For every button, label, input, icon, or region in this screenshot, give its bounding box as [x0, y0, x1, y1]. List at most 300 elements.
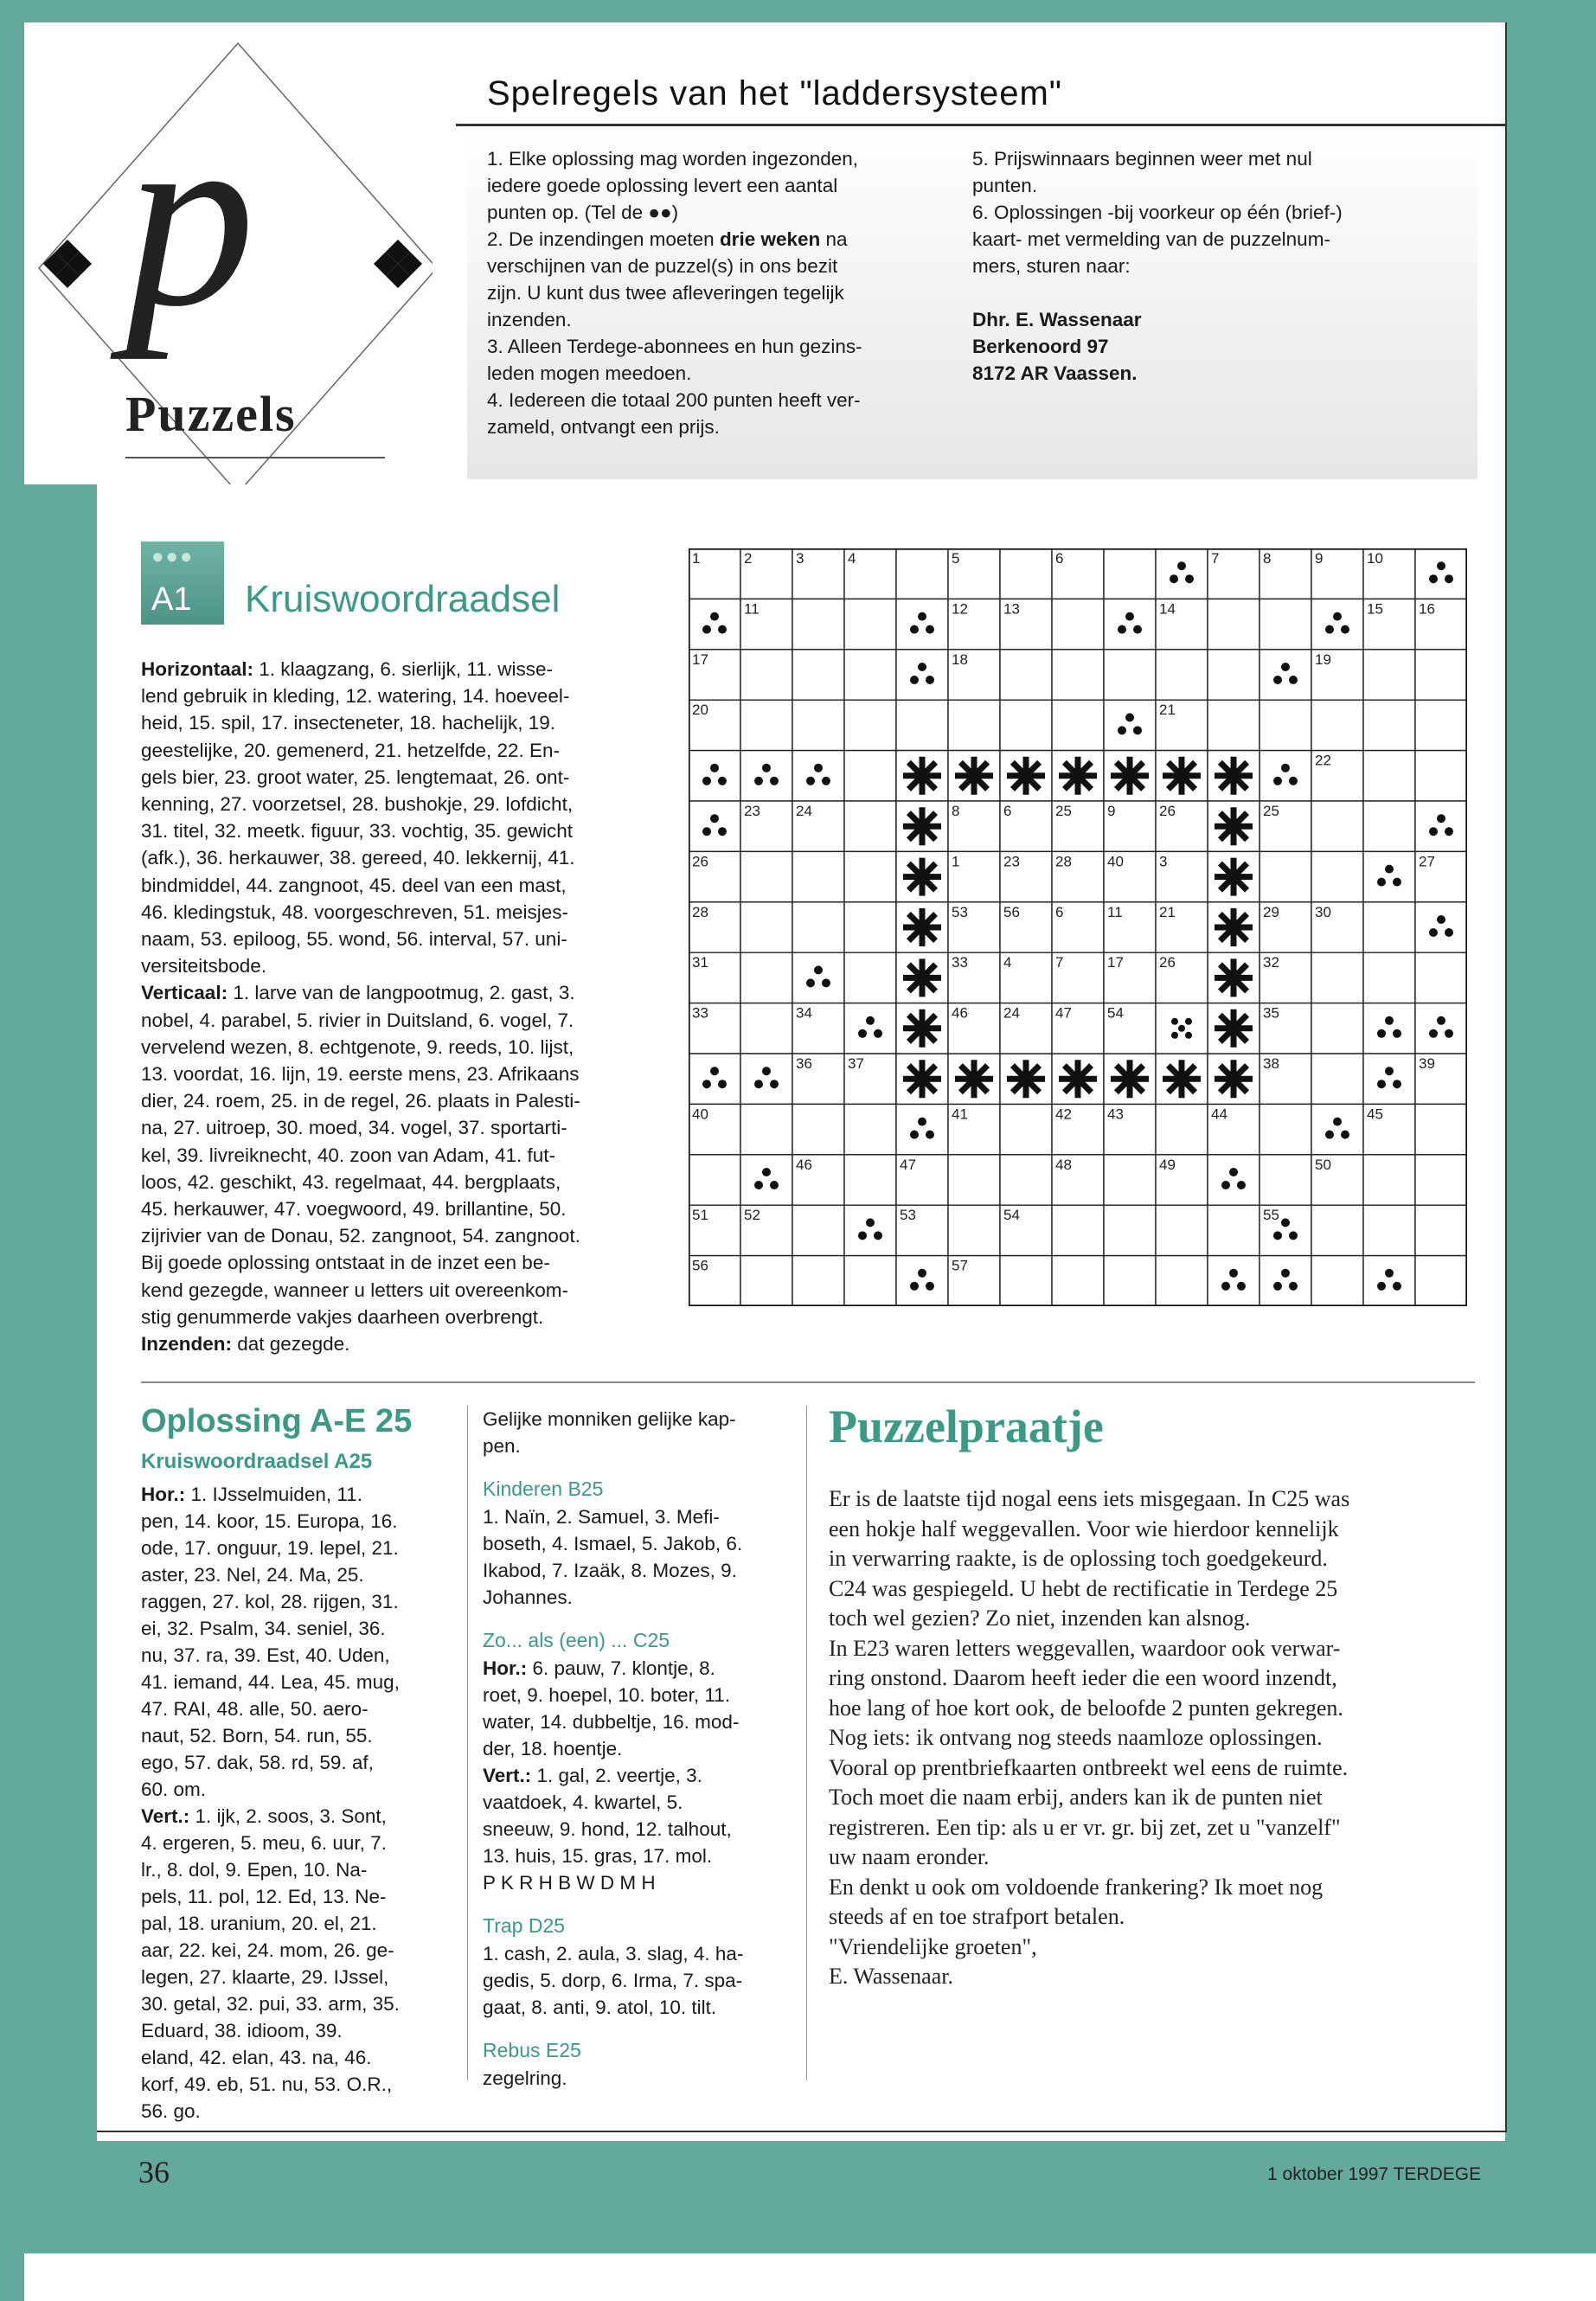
cell-number: 42	[1055, 1106, 1072, 1123]
solution-line: ode, 17. onguur, 19. lepel, 21.	[141, 1537, 399, 1559]
cell-number: 28	[692, 903, 708, 920]
dots-icon	[1273, 1231, 1282, 1240]
clue-line: heid, 15. spil, 17. insecteneter, 18. hachelijk, 19.	[141, 712, 556, 734]
solution-line: roet, 9. hoepel, 10. boter, 11.	[483, 1684, 731, 1706]
dots-icon	[1229, 1168, 1238, 1176]
dots-icon	[702, 777, 711, 785]
cell-number: 29	[1263, 903, 1279, 920]
solution-line: der, 18. hoentje.	[483, 1738, 623, 1759]
grid-cell	[844, 1003, 896, 1054]
dots-icon	[1385, 1016, 1394, 1025]
cell-number: 13	[1003, 600, 1020, 618]
cell-number: 21	[1159, 702, 1176, 719]
cell-number: 10	[1367, 550, 1383, 567]
praatje-line: "Vriendelijke groeten",	[829, 1933, 1037, 1959]
dots-icon	[1445, 1029, 1453, 1038]
cell-number: 22	[1315, 752, 1331, 769]
grid-cell	[1052, 1205, 1104, 1255]
praatje-line: uw naam eronder.	[829, 1844, 990, 1869]
dots-icon	[1325, 625, 1334, 634]
cell-number: 32	[1263, 954, 1279, 971]
dots-icon	[1445, 827, 1453, 836]
dots-icon	[754, 1181, 763, 1189]
cell-number: 16	[1419, 600, 1435, 618]
dots-icon	[1221, 1282, 1230, 1291]
dots-icon	[926, 1131, 934, 1139]
rules-line: leden mogen meedoen.	[487, 362, 692, 384]
praatje-line: toch wel gezien? Zo niet, inzenden kan alsnog.	[829, 1606, 1251, 1631]
solution-text-2	[483, 1406, 794, 2092]
rules-line: zijn. U kunt dus twee afleveringen tegelijk	[487, 282, 844, 304]
clue-line: Horizontaal: 1. klaagzang, 6. sierlijk, 11. wisse-	[141, 658, 553, 680]
rules-line: kaart- met vermelding van de puzzelnum-	[972, 228, 1330, 250]
grid-cell	[792, 851, 844, 901]
cell-number: 43	[1107, 1106, 1124, 1123]
cell-number: 36	[796, 1055, 812, 1072]
solution-line: korf, 49. eb, 51. nu, 53. O.R.,	[141, 2073, 393, 2095]
solution-section-title: Kinderen B25	[483, 1477, 604, 1500]
inset-cell-number: 7	[1055, 954, 1064, 971]
cell-number: 23	[744, 803, 760, 819]
solution-text	[141, 1481, 452, 2125]
cell-number: 49	[1159, 1156, 1176, 1173]
inset-cell-number: 4	[1003, 954, 1012, 971]
solution-line: zegelring.	[483, 2067, 567, 2089]
dots-icon	[1221, 1181, 1230, 1189]
grid-cell	[740, 650, 792, 700]
clue-line: Inzenden: dat gezegde.	[141, 1333, 350, 1356]
grid-cell	[740, 700, 792, 750]
column-divider-2	[806, 1406, 807, 2080]
grid-cell	[792, 700, 844, 750]
solution-line: pen, 14. koor, 15. Europa, 16.	[141, 1510, 398, 1532]
praatje-line: In E23 waren letters weggevallen, waardoor ook verwar-	[829, 1635, 1341, 1661]
dots-icon	[1385, 865, 1394, 874]
grid-cell	[1104, 1256, 1156, 1306]
rules-line: punten.	[972, 175, 1038, 196]
dots-icon	[1289, 1282, 1298, 1291]
dots-icon	[754, 777, 763, 785]
section-divider	[141, 1381, 1475, 1383]
cell-number: 7	[1211, 550, 1220, 567]
grid-cell	[740, 1003, 792, 1054]
rules-line: verschijnen van de puzzel(s) in ons bezit	[487, 255, 838, 277]
rules-line: 1. Elke oplossing mag worden ingezonden,	[487, 148, 859, 170]
cell-number: 45	[1367, 1106, 1383, 1123]
praatje-line: En denkt u ook om voldoende frankering? Ik moet nog	[829, 1874, 1324, 1900]
dots-icon	[866, 1016, 875, 1025]
solution-line: gedis, 5. dorp, 6. Irma, 7. spa-	[483, 1970, 743, 1991]
cell-number: 31	[692, 954, 708, 971]
dots-icon	[910, 625, 919, 634]
dots-icon	[1385, 1269, 1394, 1278]
praatje-line: een hokje half weggevallen. Voor wie hierdoor kennelijk	[829, 1516, 1339, 1541]
page-number: 36	[138, 2155, 170, 2189]
praatje-line: steeds af en toe strafport betalen.	[829, 1904, 1125, 1929]
cell-number: 41	[952, 1106, 968, 1123]
dots-icon	[1429, 827, 1438, 836]
grid-cell	[1311, 851, 1363, 901]
cell-number: 11	[744, 600, 760, 618]
solution-line: Johannes.	[483, 1586, 573, 1608]
grid-cell	[1000, 700, 1052, 750]
grid-cell	[1415, 1256, 1467, 1306]
grid-cell	[1259, 700, 1311, 750]
logo-letter: p	[125, 73, 255, 360]
dots-icon	[1393, 1029, 1401, 1038]
dots-icon	[1377, 878, 1386, 887]
dots-icon	[1281, 663, 1290, 671]
badge-dots-icon: ●●●	[151, 545, 195, 568]
grid-cell	[1311, 1205, 1363, 1255]
clue-line: na, 27. uitroep, 30. moed, 34. vogel, 37. sportarti-	[141, 1117, 567, 1139]
dots-icon	[710, 612, 719, 621]
inset-cell-number: 46	[952, 1004, 968, 1022]
grid-cell	[1052, 1256, 1104, 1306]
cell-number: 4	[848, 550, 856, 567]
inset-cell-number: 3	[1159, 853, 1168, 870]
clue-line: zijrivier van de Donau, 52. zangnoot, 54. zangnoot.	[141, 1225, 580, 1247]
praatje-line: registreren. Een tip: als u er vr. gr. bij zet, zet u "vanzelf"	[829, 1814, 1341, 1840]
solution-line: sneeuw, 9. hond, 12. talhout,	[483, 1818, 732, 1840]
grid-cell	[844, 1256, 896, 1306]
dots-icon	[1445, 928, 1453, 937]
grid-cell	[1259, 1155, 1311, 1205]
cell-number: 20	[692, 702, 708, 719]
dots-icon	[754, 1080, 763, 1088]
dots-icon	[1171, 1032, 1178, 1039]
grid-cell	[1208, 1155, 1259, 1205]
dots-icon	[770, 1080, 779, 1088]
dots-icon	[1281, 764, 1290, 772]
dots-icon	[1273, 1282, 1282, 1291]
grid-cell	[1000, 1155, 1052, 1205]
dots-icon	[918, 663, 926, 671]
dots-icon	[1185, 1032, 1192, 1039]
grid-cell	[1156, 650, 1208, 700]
dots-icon	[1437, 1016, 1445, 1025]
grid-cell	[1104, 700, 1156, 750]
solution-line: legen, 27. klaarte, 29. IJssel,	[141, 1966, 389, 1988]
clue-line: nobel, 4. parabel, 5. rivier in Duitsland, 6. vogel, 7.	[141, 1009, 574, 1031]
inset-cell-number: 54	[1107, 1004, 1124, 1022]
grid-cell	[1363, 1256, 1415, 1306]
grid-cell	[1259, 751, 1311, 801]
dots-icon	[1133, 726, 1142, 734]
grid-cell	[1311, 1256, 1363, 1306]
grid-cell	[1259, 650, 1311, 700]
dots-icon	[1185, 574, 1194, 583]
grid-cell	[792, 1205, 844, 1255]
dots-icon	[1273, 777, 1282, 785]
clue-line: (afk.), 36. herkauwer, 38. gereed, 40. lekkernij, 41.	[141, 847, 575, 869]
dots-icon	[710, 814, 719, 823]
dots-icon	[1125, 612, 1134, 621]
grid-cell	[1415, 952, 1467, 1003]
grid-cell	[1311, 801, 1363, 851]
cell-number: 50	[1315, 1156, 1331, 1173]
grid-cell	[1311, 700, 1363, 750]
grid-cell	[792, 599, 844, 649]
dots-icon	[1437, 915, 1445, 924]
rules-right	[972, 145, 1474, 387]
grid-cell	[844, 851, 896, 901]
grid-cell	[1363, 851, 1415, 901]
solution-line: Vert.: 1. gal, 2. veertje, 3.	[483, 1765, 702, 1786]
cell-number: 53	[900, 1207, 916, 1224]
grid-cell	[1415, 650, 1467, 700]
inset-cell-number: 25	[1055, 803, 1072, 819]
clue-text	[141, 656, 660, 1357]
solution-line: Hor.: 1. IJsselmuiden, 11.	[141, 1484, 362, 1505]
inset-cell-number: 26	[1159, 954, 1176, 971]
grid-cell	[1104, 548, 1156, 599]
dots-icon	[718, 625, 727, 634]
cell-number: 27	[1419, 853, 1435, 870]
clue-line: dier, 24. roem, 25. in de regel, 26. plaats in Palesti-	[141, 1090, 580, 1112]
inset-cell-number: 33	[952, 954, 968, 971]
dots-icon	[702, 625, 711, 634]
solution-line: boseth, 4. Ismael, 5. Jakob, 6.	[483, 1533, 743, 1554]
praatje-title: Puzzelpraatje	[829, 1400, 1104, 1452]
cell-number: 17	[692, 651, 708, 668]
solution-line: Eduard, 38. idioom, 39.	[141, 2020, 343, 2041]
clue-line: Bij goede oplossing ontstaat in de inzet een be-	[141, 1252, 550, 1274]
solution-line: gaat, 8. anti, 9. atol, 10. tilt.	[483, 1997, 717, 2018]
solution-line: nu, 37. ra, 39. Est, 40. Uden,	[141, 1644, 390, 1666]
cell-number: 40	[692, 1106, 708, 1123]
grid-cell	[1311, 1003, 1363, 1054]
solution-line: 41. iemand, 44. Lea, 45. mug,	[141, 1671, 400, 1693]
grid-cell	[844, 599, 896, 649]
grid-cell	[1259, 599, 1311, 649]
dots-icon	[918, 1269, 926, 1278]
grid-cell	[1156, 1205, 1208, 1255]
grid-cell	[1311, 599, 1363, 649]
frame-bottom-white	[24, 2253, 1596, 2301]
grid-cell	[1415, 548, 1467, 599]
solution-line: ei, 32. Psalm, 34. seniel, 36.	[141, 1618, 386, 1639]
grid-cell	[1415, 751, 1467, 801]
clue-line: 13. voordat, 16. lijn, 19. eerste mens, 23. Afrikaans	[141, 1063, 580, 1086]
inset-cell-number: 8	[952, 803, 960, 819]
grid-cell	[1311, 1104, 1363, 1154]
praatje-line: E. Wassenaar.	[829, 1964, 953, 1989]
solution-line: 1. cash, 2. aula, 3. slag, 4. ha-	[483, 1943, 744, 1965]
grid-cell	[1363, 902, 1415, 952]
solution-line: Vert.: 1. ijk, 2. soos, 3. Sont,	[141, 1805, 387, 1827]
clue-line: 45. herkauwer, 47. voegwoord, 49. brillantine, 50.	[141, 1198, 567, 1221]
grid-cell	[1363, 801, 1415, 851]
dots-icon	[1333, 612, 1342, 621]
cell-number: 39	[1419, 1055, 1435, 1072]
solution-line: aster, 23. Nel, 24. Ma, 25.	[141, 1564, 364, 1586]
grid-cell	[1052, 599, 1104, 649]
dots-icon	[1281, 1218, 1290, 1227]
rules-title: Spelregels van het "laddersysteem"	[487, 74, 1062, 112]
praatje-text	[829, 1484, 1469, 1992]
grid-cell	[1415, 902, 1467, 952]
grid-cell	[1208, 700, 1259, 750]
clue-line: kel, 39. livreiknecht, 40. zoon van Adam, 41. fut-	[141, 1144, 556, 1166]
grid-cell	[689, 801, 740, 851]
grid-cell	[1208, 1256, 1259, 1306]
grid-cell	[1156, 1256, 1208, 1306]
grid-cell	[1415, 801, 1467, 851]
grid-cell	[792, 751, 844, 801]
rules-line: zameld, ontvangt een prijs.	[487, 416, 720, 438]
cell-number: 25	[1263, 803, 1279, 819]
grid-cell	[740, 1155, 792, 1205]
clue-line: 46. kledingstuk, 48. voorgeschreven, 51. meisjes-	[141, 901, 569, 923]
clue-line: stig genummerde vakjes daarheen overbrengt.	[141, 1305, 544, 1328]
dots-icon	[874, 1029, 882, 1038]
solution-line: 4. ergeren, 5. meu, 6. uur, 7.	[141, 1832, 387, 1854]
dots-icon	[858, 1029, 867, 1038]
solution-title: Oplossing A-E 25	[141, 1403, 413, 1439]
rules-line: 6. Oplossingen -bij voorkeur op één (brief-)	[972, 202, 1343, 223]
inset-cell-number: 56	[1003, 903, 1020, 920]
cell-number: 35	[1263, 1004, 1279, 1022]
grid-cell	[1208, 599, 1259, 649]
grid-cell	[1000, 1104, 1052, 1154]
dots-icon	[1333, 1118, 1342, 1126]
inset-cell-number: 28	[1055, 853, 1072, 870]
cell-number: 44	[1211, 1106, 1227, 1123]
dots-icon	[1118, 625, 1126, 634]
clue-line: naam, 53. epiloog, 55. wond, 56. interval, 57. uni-	[141, 928, 567, 951]
dots-icon	[866, 1218, 875, 1227]
grid-cell	[1208, 650, 1259, 700]
dots-icon	[762, 1168, 771, 1176]
grid-cell	[1363, 1003, 1415, 1054]
issue-date: 1 oktober 1997 TERDEGE	[1267, 2164, 1482, 2184]
grid-cell	[1363, 700, 1415, 750]
grid-cell	[1000, 1256, 1052, 1306]
grid-cell	[896, 548, 948, 599]
grid-cell	[689, 1054, 740, 1104]
grid-cell	[792, 1256, 844, 1306]
solution-line: 13. huis, 15. gras, 17. mol.	[483, 1845, 713, 1867]
grid-cell	[1363, 952, 1415, 1003]
inset-cell-number: 1	[952, 853, 960, 870]
grid-cell	[1311, 1054, 1363, 1104]
cell-number: 24	[796, 803, 812, 819]
grid-cell	[1259, 1104, 1311, 1154]
rules-line: iedere goede oplossing levert een aantal	[487, 175, 838, 196]
dots-icon	[806, 777, 815, 785]
dots-icon	[718, 777, 727, 785]
grid-cell	[792, 952, 844, 1003]
dots-icon	[1377, 1029, 1386, 1038]
dots-icon	[926, 625, 934, 634]
inset-cell-number: 40	[1107, 853, 1124, 870]
solution-line: pal, 18. uranium, 20. el, 21.	[141, 1913, 377, 1934]
cell-number: 48	[1055, 1156, 1072, 1173]
solution-section-title: Zo... als (een) ... C25	[483, 1629, 670, 1651]
solution-line: raggen, 27. kol, 28. rijgen, 31.	[141, 1591, 399, 1612]
inset-cell-number: 23	[1003, 853, 1020, 870]
grid-cell	[1052, 700, 1104, 750]
dots-icon	[1170, 574, 1178, 583]
dots-icon	[1393, 878, 1401, 887]
dots-icon	[762, 764, 771, 772]
grid-cell	[740, 1256, 792, 1306]
grid-cell	[1104, 1205, 1156, 1255]
grid-cell	[948, 700, 1000, 750]
dots-icon	[1429, 1029, 1438, 1038]
dots-icon	[1341, 625, 1349, 634]
clue-line: vervelend wezen, 8. echtgenote, 9. reeds, 10. lijst,	[141, 1035, 574, 1058]
dots-icon	[1341, 1131, 1349, 1139]
cell-number: 33	[692, 1004, 708, 1022]
grid-cell	[1363, 1205, 1415, 1255]
dots-icon	[710, 764, 719, 772]
cell-number: 15	[1367, 600, 1383, 618]
dots-icon	[1385, 1067, 1394, 1075]
dots-icon	[1229, 1269, 1238, 1278]
grid-cell	[844, 1205, 896, 1255]
rules-line: 2. De inzendingen moeten drie weken na	[487, 228, 848, 250]
grid-cell	[1104, 650, 1156, 700]
grid-cell	[896, 700, 948, 750]
badge-label: A1	[151, 581, 192, 618]
solution-line: Ikabod, 7. Izaäk, 8. Mozes, 9.	[483, 1560, 737, 1581]
cell-number: 5	[952, 550, 960, 567]
dots-icon	[1393, 1282, 1401, 1291]
cell-number: 6	[1055, 550, 1064, 567]
dots-icon	[1429, 928, 1438, 937]
grid-cell	[1208, 1205, 1259, 1255]
grid-cell	[740, 1104, 792, 1154]
rules-line: 4. Iedereen die totaal 200 punten heeft ver-	[487, 389, 861, 411]
grid-cell	[740, 751, 792, 801]
address-street: Berkenoord 97	[972, 336, 1109, 357]
dots-icon	[822, 777, 830, 785]
praatje-line: in verwarring raakte, is de oplossing toch goedgekeurd.	[829, 1546, 1328, 1571]
cell-number: 34	[796, 1004, 812, 1022]
cell-number: 19	[1315, 651, 1331, 668]
grid-cell	[1311, 952, 1363, 1003]
cell-number: 55	[1263, 1207, 1279, 1224]
solution-section-title: Rebus E25	[483, 2039, 581, 2061]
dots-icon	[1325, 1131, 1334, 1139]
solution-line: lr., 8. dol, 9. Epen, 10. Na-	[141, 1859, 368, 1881]
grid-cell	[740, 902, 792, 952]
grid-cell	[740, 851, 792, 901]
dots-icon	[806, 978, 815, 987]
clue-line: gels bier, 23. groot water, 25. lengtemaat, 26. ont-	[141, 766, 570, 788]
dots-icon	[1289, 777, 1298, 785]
inset-cell-number: 6	[1055, 903, 1064, 920]
grid-cell	[1363, 751, 1415, 801]
dots-icon	[1289, 1231, 1298, 1240]
rules-gap	[972, 279, 1474, 306]
dots-icon	[718, 827, 727, 836]
grid-cell	[1000, 548, 1052, 599]
frame-top	[0, 0, 1596, 22]
solution-line: P K R H B W D M H	[483, 1872, 656, 1894]
dots-icon	[858, 1231, 867, 1240]
inset-cell-number: 53	[952, 903, 968, 920]
praatje-line: ring onstond. Daarom heeft ieder die een woord inzendt,	[829, 1665, 1337, 1690]
dots-icon	[1125, 713, 1134, 721]
grid-cell	[844, 1155, 896, 1205]
grid-cell	[1259, 851, 1311, 901]
grid-cell	[1156, 1104, 1208, 1154]
solution-line: 47. RAI, 48. alle, 50. aero-	[141, 1698, 369, 1720]
address-city: 8172 AR Vaassen.	[972, 362, 1138, 384]
